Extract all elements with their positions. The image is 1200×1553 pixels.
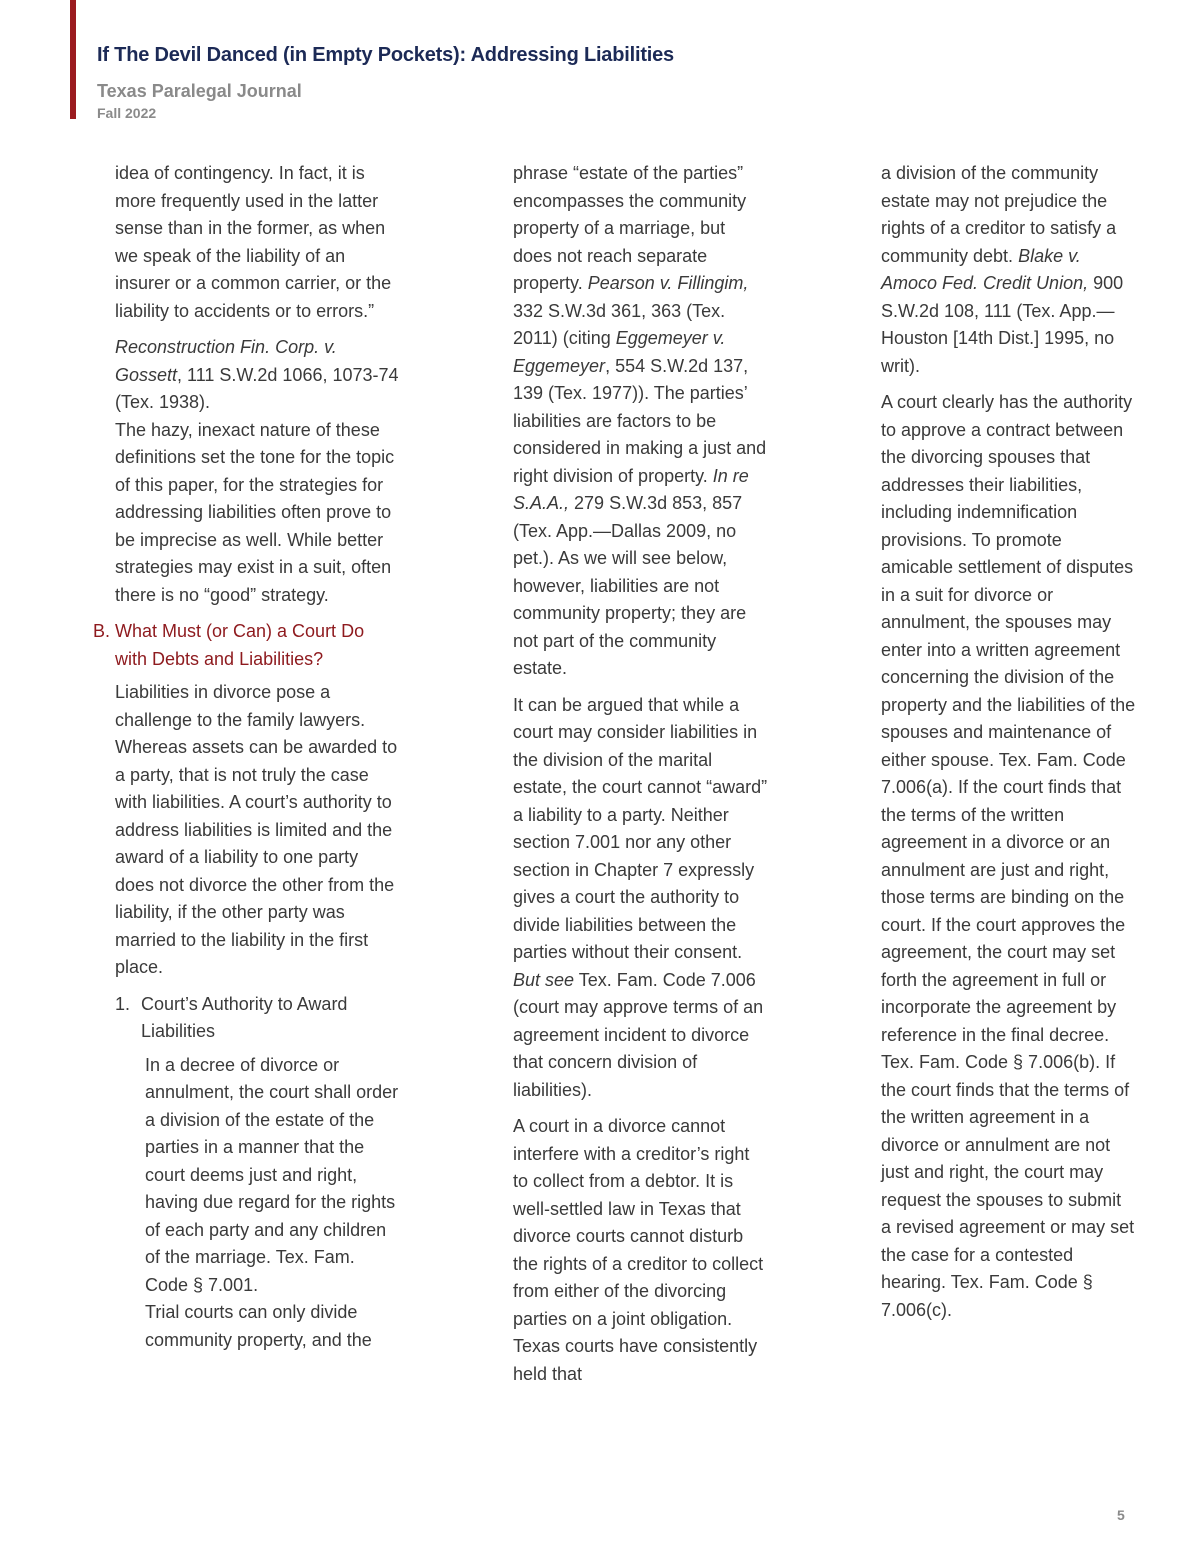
case-name: Eggemeyer v. Eggemeyer	[513, 328, 726, 376]
case-name: Reconstruction Fin. Corp. v. Gossett	[115, 337, 337, 385]
paragraph: The hazy, inexact nature of these definitions set the tone for the topic of this paper, for the strategies for addressing liabilities often prove to be imprecise as well. While better strategies may exist in a suit, often there is no “good” strategy.	[115, 419, 395, 605]
column-3	[881, 160, 1136, 1333]
paragraph: A court in a divorce cannot interfere with a creditor’s right to collect from a debtor. It is well-settled law in Texas that divorce courts cannot disturb the rights of a creditor to collect from either of the divorcing parties on a joint obligation. Texas courts have consistently held that	[513, 1116, 764, 1384]
paragraph: A court clearly has the authority to approve a contract between the divorcing spouses that addresses their liabilities, including indemnification provisions. To promote amicable settlement of disputes in a suit for divorce or annulment, the spouses may enter into a written agreement concerning the division of the property and the liabilities of the spouses and maintenance of either spouse. Tex. Fam. Code 7.006(a). If the court finds that the terms of the written agreement in a divorce or an annulment are just and right, those terms are binding on the court. If the court approves the agreement, the court may set forth the agreement in full or incorporate the agreement by reference in the final decree. Tex. Fam. Code § 7.006(b). If the court finds that the terms of the written agreement in a divorce or annulment are not just and right, the court may request the spouses to submit a revised agreement or may set the case for a contested hearing. Tex. Fam. Code § 7.006(c).	[881, 392, 1136, 1320]
case-name: Blake v. Amoco Fed. Credit Union,	[881, 245, 1089, 293]
header-accent-bar	[70, 0, 76, 119]
citation-signal: But see	[513, 969, 575, 990]
paragraph: phrase “estate of the parties” encompasses the community property of a marriage, but does not reach separate property. Pearson v. Fillingim, 332 S.W.3d 361, 363 (Tex. 2011) (citing Eggemeyer v. Eggemeyer, 554 S.W.2d 137, 139 (Tex. 1977)). The parties’ liabilities are factors to be considered in making a just and right division of property. In re S.A.A., 279 S.W.3d 853, 857 (Tex. App.—Dallas 2009, no pet.). As we will see below, however, liabilities are not community property; they are not part of the community estate.	[513, 163, 767, 678]
paragraph: idea of contingency. In fact, it is more frequently used in the latter sense than in the former, as when we speak of the liability of an insurer or a common carrier, or the liability to accidents or to errors.”	[115, 163, 392, 321]
paragraph: Trial courts can only divide community property, and the	[145, 1302, 372, 1350]
journal-issue: Fall 2022	[97, 105, 157, 121]
article-title: If The Devil Danced (in Empty Pockets): Addressing Liabilities	[97, 44, 674, 66]
subsection-number: 1.	[115, 993, 131, 1014]
subsection-body	[115, 1052, 400, 1355]
citation: Reconstruction Fin. Corp. v. Gossett, 111 S.W.2d 1066, 1073-74 (Tex. 1938).	[115, 337, 399, 412]
section-heading-b	[93, 618, 400, 673]
case-name: Pearson v. Fillingim,	[587, 273, 749, 293]
column-2	[513, 160, 768, 1397]
subsection-heading-1	[115, 991, 400, 1046]
paragraph: In a decree of divorce or annulment, the court shall order a division of the estate of the parties in a manner that the court deems just and right, having due regard for the rights of each party and any children of the marriage. Tex. Fam. Code § 7.001.	[145, 1054, 399, 1295]
case-name: In re S.A.A.,	[513, 465, 749, 513]
paragraph: It can be argued that while a court may consider liabilities in the division of the marital estate, the court cannot “award” a liability to a party. Neither section 7.001 nor any other section in Chapter 7 expressly gives a court the authority to divide liabilities between the parties without their consent. But see Tex. Fam. Code 7.006 (court may approve terms of an agreement incident to divorce that concern division of liabilities).	[513, 694, 768, 1100]
journal-name: Texas Paralegal Journal	[97, 81, 302, 101]
page-number: 5	[1117, 1507, 1125, 1523]
paragraph: a division of the community estate may not prejudice the rights of a creditor to satisfy a community debt. Blake v. Amoco Fed. Credit Union, 900 S.W.2d 108, 111 (Tex. App.—Houston [14th Dist.] 1995, no writ).	[881, 163, 1124, 376]
paragraph: Liabilities in divorce pose a challenge to the family lawyers. Whereas assets can be awarded to a party, that is not truly the case with liabilities. A court’s authority to address liabilities is limited and the award of a liability to one party does not divorce the other from the liability, if the other party was married to the liability in the first place.	[115, 682, 398, 977]
subsection-title: Court’s Authority to Award Liabilities	[141, 993, 348, 1041]
section-label: B.	[93, 621, 111, 641]
section-title: What Must (or Can) a Court Do with Debts and Liabilities?	[115, 621, 365, 669]
column-1	[93, 160, 400, 1363]
